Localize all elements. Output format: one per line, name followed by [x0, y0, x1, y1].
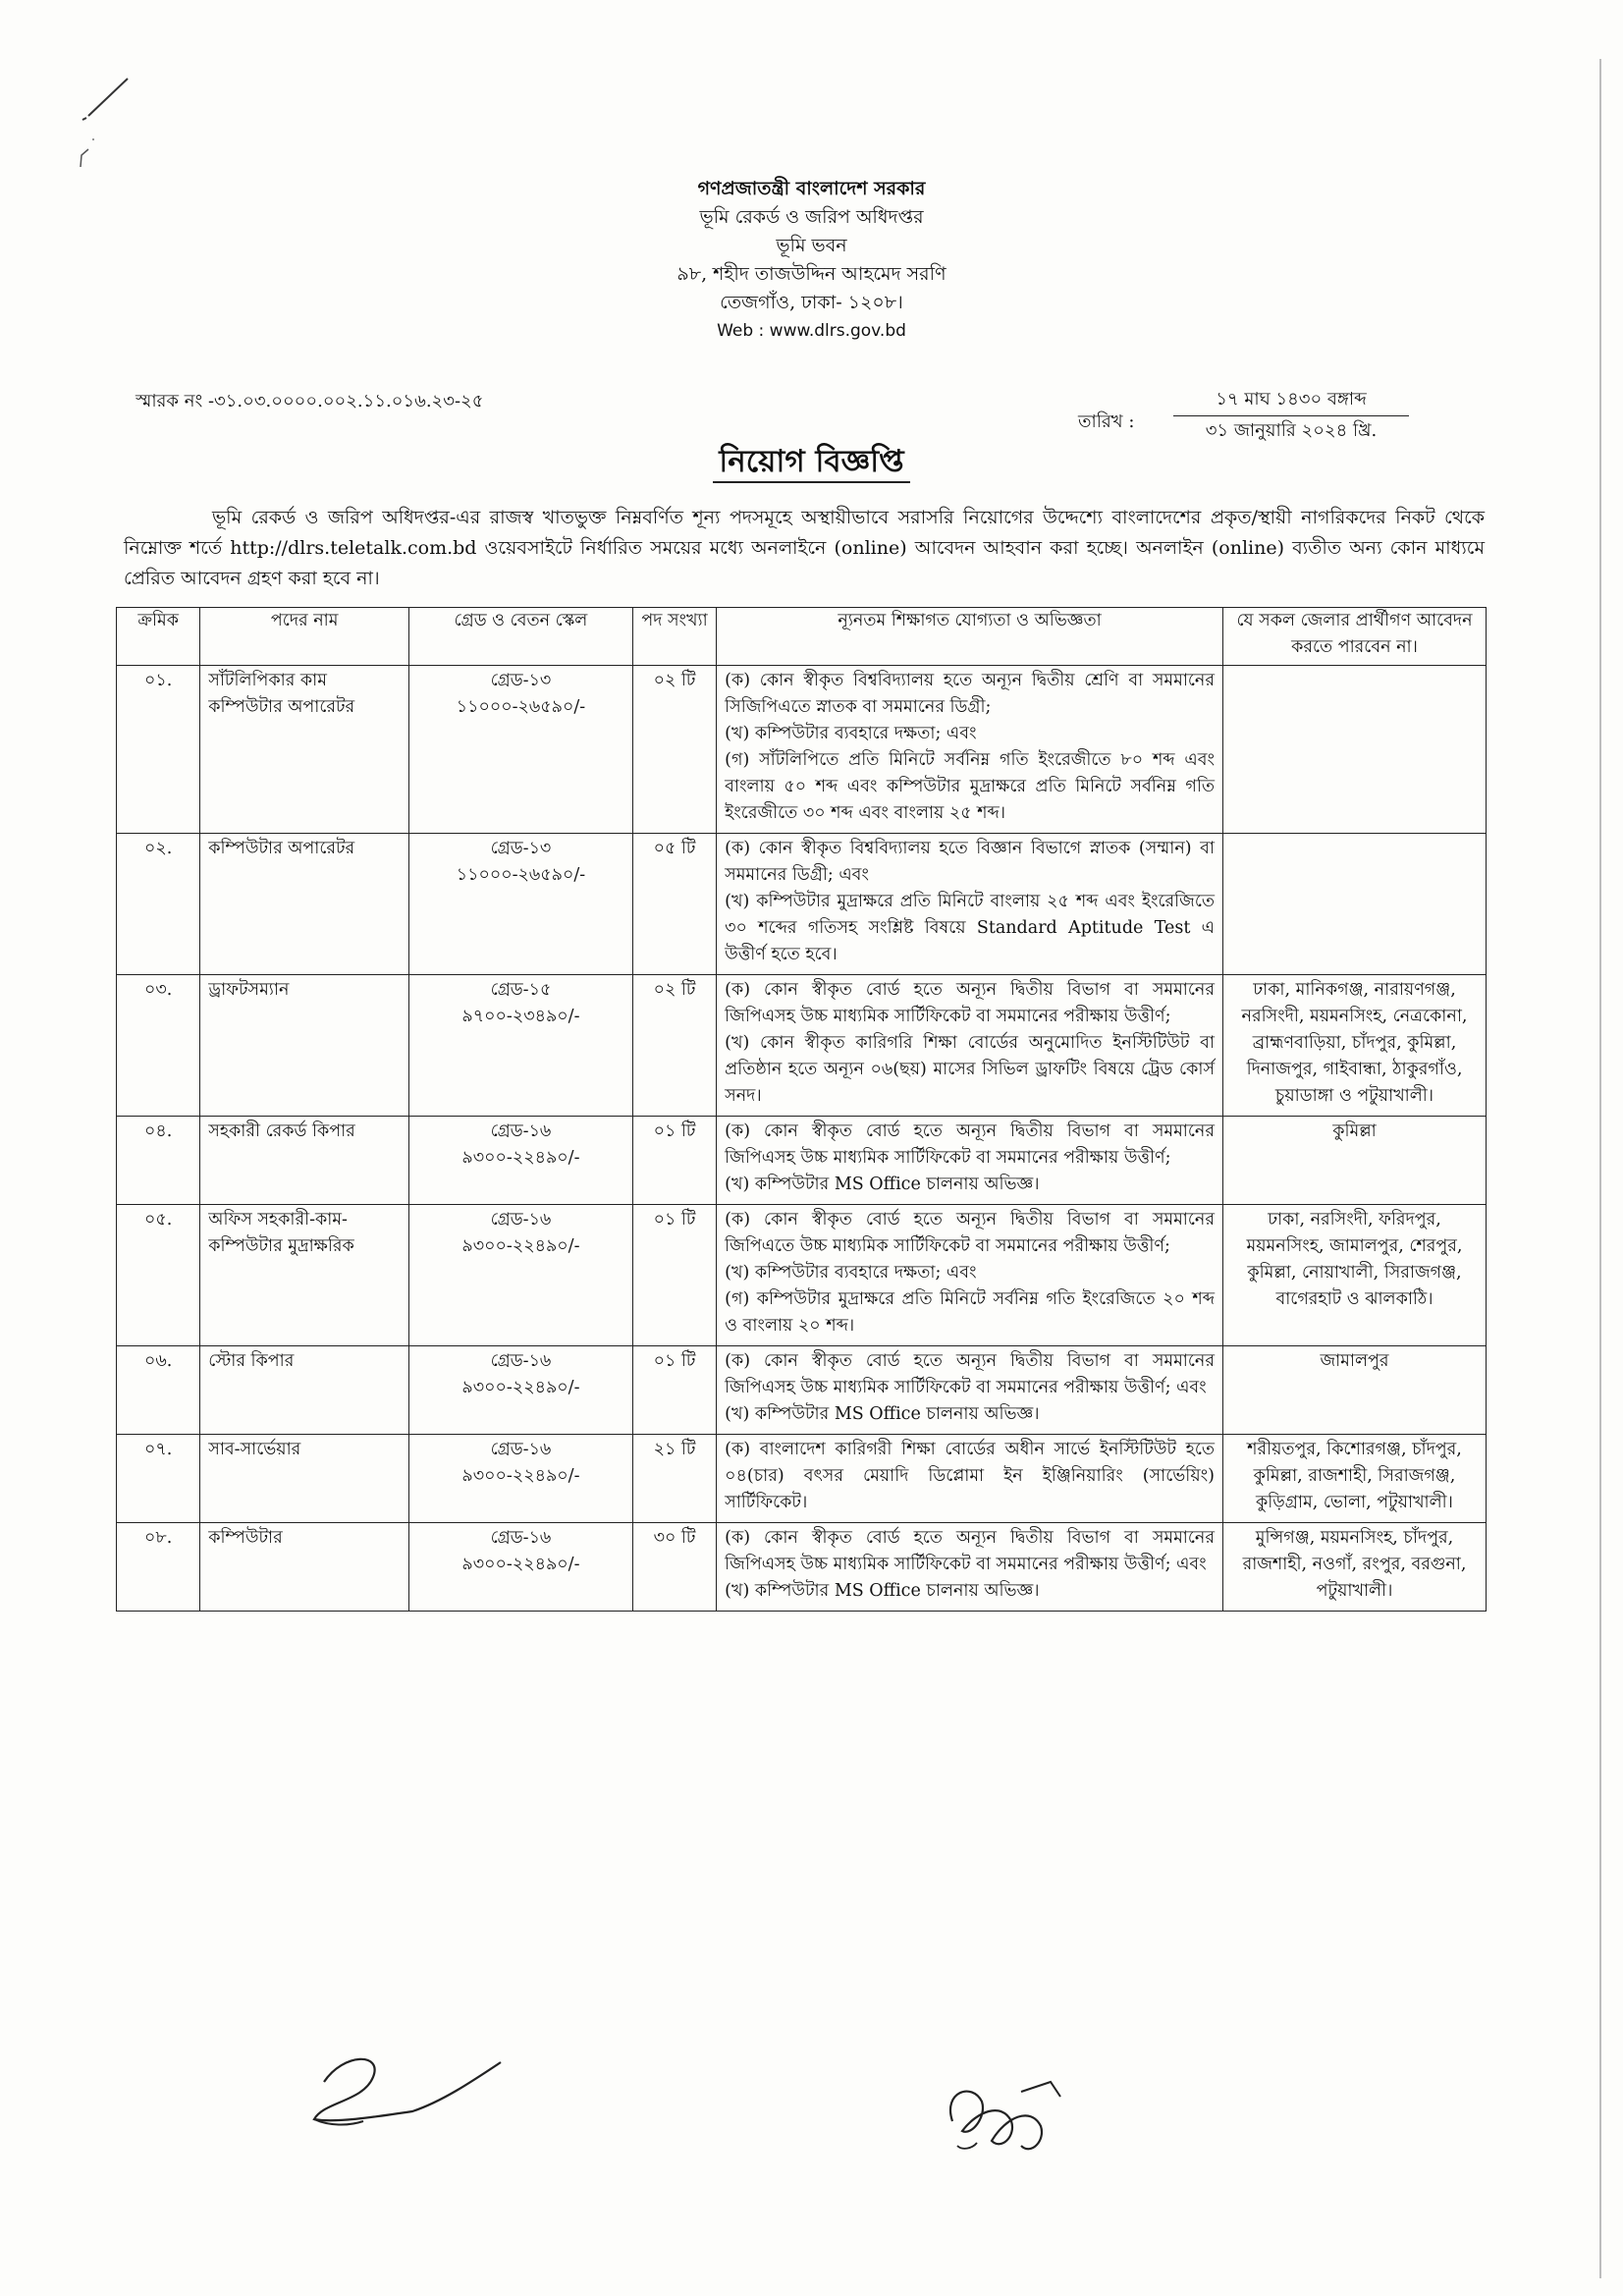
excluded-districts-cell: কুমিল্লা — [1223, 1117, 1487, 1205]
qualification-item: (খ) কম্পিউটার MS Office চালনায় অভিজ্ঞ। — [725, 1404, 1040, 1424]
header-count: পদ সংখ্যা — [632, 608, 716, 666]
qualification-cell — [717, 1346, 1223, 1435]
serial-cell: ০৬. — [117, 1346, 200, 1435]
table-header-row — [117, 608, 1487, 666]
post-name-cell: সাব-সার্ভেয়ার — [200, 1435, 409, 1523]
table-row — [117, 1117, 1487, 1205]
grade-cell — [409, 975, 633, 1117]
grade-cell — [409, 1435, 633, 1523]
post-name-cell: সহকারী রেকর্ড কিপার — [200, 1117, 409, 1205]
pay-scale: ৯৩০০-২২৪৯০/- — [461, 1555, 580, 1574]
grade-label: গ্রেড-১৬ — [490, 1210, 552, 1230]
grade-cell — [409, 834, 633, 975]
qualification-cell — [717, 1117, 1223, 1205]
qualification-item: (ক) কোন স্বীকৃত বিশ্ববিদ্যালয় হতে অন্যূন দ্বিতীয় শ্রেণি বা সমমানের সিজিপিএতে স্নাতক বা সমমানের ডিগ্রী; — [725, 671, 1215, 717]
table-row — [117, 1435, 1487, 1523]
serial-cell: ০৪. — [117, 1117, 200, 1205]
pay-scale: ৯৩০০-২২৪৯০/- — [461, 1466, 580, 1486]
grade-cell — [409, 1205, 633, 1346]
excluded-districts-cell: ঢাকা, নরসিংদী, ফরিদপুর, ময়মনসিংহ, জামালপুর, শেরপুর, কুমিল্লা, নোয়াখালী, সিরাজগঞ্জ, বাগেরহাট ও ঝালকাঠি। — [1223, 1205, 1487, 1346]
header-grade: গ্রেড ও বেতন স্কেল — [409, 608, 633, 666]
post-count-cell: ০১ টি — [632, 1117, 716, 1205]
office-header — [0, 175, 1623, 346]
post-count-cell: ০২ টি — [632, 666, 716, 834]
serial-cell: ০৭. — [117, 1435, 200, 1523]
excluded-districts-cell — [1223, 834, 1487, 975]
qualification-item: (খ) কোন স্বীকৃত কারিগরি শিক্ষা বোর্ডের অনুমোদিত ইনস্টিটিউট বা প্রতিষ্ঠান হতে অন্যূন ০৬(ছয়) মাসের সিভিল ড্রাফটিং বিষয়ে ট্রেড কোর্স সনদ। — [725, 1033, 1215, 1106]
qualification-item: (খ) কম্পিউটার ব্যবহারে দক্ষতা; এবং — [725, 1263, 977, 1283]
pen-mark — [69, 39, 206, 187]
qualification-item: (খ) কম্পিউটার ব্যবহারে দক্ষতা; এবং — [725, 724, 977, 743]
post-name-cell: অফিস সহকারী-কাম-কম্পিউটার মুদ্রাক্ষরিক — [200, 1205, 409, 1346]
qualification-item: (খ) কম্পিউটার মুদ্রাক্ষরে প্রতি মিনিটে বাংলায় ২৫ শব্দ এবং ইংরেজিতে ৩০ শব্দের গতিসহ সংশ্লিষ্ট বিষয়ে Standard Aptitude Test এ উত্তীর্ণ হতে হবে। — [725, 892, 1215, 964]
pay-scale: ১১০০০-২৬৫৯০/- — [456, 697, 586, 717]
grade-label: গ্রেড-১৬ — [490, 1351, 552, 1371]
excluded-districts-cell: শরীয়তপুর, কিশোরগঞ্জ, চাঁদপুর, কুমিল্লা, রাজশাহী, সিরাজগঞ্জ, কুড়িগ্রাম, ভোলা, পটুয়াখালী। — [1223, 1435, 1487, 1523]
qualification-item: (গ) সাঁটলিপিতে প্রতি মিনিটে সর্বনিম্ন গতি ইংরেজীতে ৮০ শব্দ এবং বাংলায় ৫০ শব্দ এবং কম্পিউটার মুদ্রাক্ষরে প্রতি মিনিটে সর্বনিম্ন গতি ইংরেজীতে ৩০ শব্দ এবং বাংলায় ২৫ শব্দ। — [725, 750, 1215, 823]
post-count-cell: ০২ টি — [632, 975, 716, 1117]
grade-label: গ্রেড-১৬ — [490, 1528, 552, 1548]
header-line: ভূমি ভবন — [776, 235, 847, 256]
table-row — [117, 666, 1487, 834]
qualification-item: (ক) কোন স্বীকৃত বোর্ড হতে অন্যূন দ্বিতীয় বিভাগ বা সমমানের জিপিএসহ উচ্চ মাধ্যমিক সার্টিফিকেট বা সমমানের পরীক্ষায় উত্তীর্ণ; — [725, 1121, 1215, 1168]
post-count-cell: ০৫ টি — [632, 834, 716, 975]
table-row — [117, 1523, 1487, 1612]
post-name-cell: কম্পিউটার অপারেটর — [200, 834, 409, 975]
pay-scale: ৯৩০০-২২৪৯০/- — [461, 1148, 580, 1168]
notice-title-wrap — [0, 438, 1623, 489]
header-districts: যে সকল জেলার প্রার্থীগণ আবেদন করতে পারবেন না। — [1223, 608, 1487, 666]
pay-scale: ৯৩০০-২২৪৯০/- — [461, 1378, 580, 1397]
grade-label: গ্রেড-১৩ — [490, 839, 552, 858]
qualification-cell — [717, 1523, 1223, 1612]
qualification-item: (ক) কোন স্বীকৃত বিশ্ববিদ্যালয় হতে বিজ্ঞান বিভাগে স্নাতক (সম্মান) বা সমমানের ডিগ্রী; এবং — [725, 839, 1215, 885]
vacancy-table — [116, 607, 1487, 1612]
signature-right — [933, 2062, 1090, 2170]
serial-cell: ০৫. — [117, 1205, 200, 1346]
qualification-cell — [717, 975, 1223, 1117]
page-edge — [1599, 59, 1601, 2278]
header-post: পদের নাম — [200, 608, 409, 666]
qualification-cell — [717, 1435, 1223, 1523]
date-english: ৩১ জানুয়ারি ২০২৪ খ্রি. — [1205, 420, 1378, 441]
date-block — [1173, 385, 1409, 446]
post-count-cell: ২১ টি — [632, 1435, 716, 1523]
serial-cell: ০৩. — [117, 975, 200, 1117]
grade-cell — [409, 1346, 633, 1435]
pay-scale: ১১০০০-২৬৫৯০/- — [456, 865, 586, 885]
table-row — [117, 1205, 1487, 1346]
header-qualification: ন্যূনতম শিক্ষাগত যোগ্যতা ও অভিজ্ঞতা — [717, 608, 1223, 666]
qualification-item: (ক) কোন স্বীকৃত বোর্ড হতে অন্যূন দ্বিতীয় বিভাগ বা সমমানের জিপিএসহ উচ্চ মাধ্যমিক সার্টিফিকেট বা সমমানের পরীক্ষায় উত্তীর্ণ; — [725, 980, 1215, 1026]
date-bangla: ১৭ মাঘ ১৪৩০ বঙ্গাব্দ — [1173, 385, 1409, 416]
post-name-cell: সাঁটলিপিকার কাম কম্পিউটার অপারেটর — [200, 666, 409, 834]
qualification-item: (খ) কম্পিউটার MS Office চালনায় অভিজ্ঞ। — [725, 1175, 1040, 1194]
qualification-item: (ক) কোন স্বীকৃত বোর্ড হতে অন্যূন দ্বিতীয় বিভাগ বা সমমানের জিপিএসহ উচ্চ মাধ্যমিক সার্টিফিকেট বা সমমানের পরীক্ষায় উত্তীর্ণ; এবং — [725, 1351, 1215, 1397]
post-count-cell: ৩০ টি — [632, 1523, 716, 1612]
grade-cell — [409, 1117, 633, 1205]
post-name-cell: স্টোর কিপার — [200, 1346, 409, 1435]
signature-area — [0, 2033, 1623, 2210]
qualification-item: (ক) কোন স্বীকৃত বোর্ড হতে অন্যূন দ্বিতীয় বিভাগ বা সমমানের জিপিএসহ উচ্চ মাধ্যমিক সার্টিফিকেট বা সমমানের পরীক্ষায় উত্তীর্ণ; এবং — [725, 1528, 1215, 1574]
qualification-item: (খ) কম্পিউটার MS Office চালনায় অভিজ্ঞ। — [725, 1581, 1040, 1601]
qualification-cell — [717, 834, 1223, 975]
header-line: ৯৮, শহীদ তাজউদ্দিন আহমেদ সরণি — [676, 263, 947, 285]
post-name-cell: কম্পিউটার — [200, 1523, 409, 1612]
excluded-districts-cell: ঢাকা, মানিকগঞ্জ, নারায়ণগঞ্জ, নরসিংদী, ময়মনসিংহ, নেত্রকোনা, ব্রাহ্মণবাড়িয়া, চাঁদপুর, কুমিল্লা, দিনাজপুর, গাইবান্ধা, ঠাকুরগাঁও, চুয়াডাঙ্গা ও পটুয়াখালী। — [1223, 975, 1487, 1117]
intro-paragraph: ভূমি রেকর্ড ও জরিপ অধিদপ্তর-এর রাজস্ব খাতভুক্ত নিম্নবর্ণিত শূন্য পদসমূহে অস্থায়ীভাবে সরাসরি নিয়োগের উদ্দেশ্যে বাংলাদেশের প্রকৃত/স্থায়ী নাগরিকদের নিকট থেকে নিম্নোক্ত শর্তে http://dlrs.teletalk.com.bd ওয়েবসাইটে নির্ধারিত সময়ের মধ্যে অনলাইনে (online) আবেদন আহবান করা হচ্ছে। অনলাইন (online) ব্যতীত অন্য কোন মাধ্যমে প্রেরিত আবেদন গ্রহণ করা হবে না। — [124, 507, 1485, 589]
header-line: ভূমি রেকর্ড ও জরিপ অধিদপ্তর — [699, 206, 924, 228]
header-line: গণপ্রজাতন্ত্রী বাংলাদেশ সরকার — [697, 178, 926, 199]
qualification-item: (ক) কোন স্বীকৃত বোর্ড হতে অন্যূন দ্বিতীয় বিভাগ বা সমমানের জিপিএতে উচ্চ মাধ্যমিক সার্টিফিকেট বা সমমানের পরীক্ষায় উত্তীর্ণ; — [725, 1210, 1215, 1256]
post-count-cell: ০১ টি — [632, 1346, 716, 1435]
post-count-cell: ০১ টি — [632, 1205, 716, 1346]
qualification-cell — [717, 1205, 1223, 1346]
table-body — [117, 666, 1487, 1612]
memo-reference: স্মারক নং -৩১.০৩.০০০০.০০২.১১.০১৬.২৩-২৫ — [135, 391, 484, 411]
grade-label: গ্রেড-১৬ — [490, 1121, 552, 1141]
excluded-districts-cell: মুন্সিগঞ্জ, ময়মনসিংহ, চাঁদপুর, রাজশাহী, নওগাঁ, রংপুর, বরগুনা, পটুয়াখালী। — [1223, 1523, 1487, 1612]
table-row — [117, 975, 1487, 1117]
serial-cell: ০২. — [117, 834, 200, 975]
serial-cell: ০৮. — [117, 1523, 200, 1612]
table-row — [117, 1346, 1487, 1435]
qualification-item: (গ) কম্পিউটার মুদ্রাক্ষরে প্রতি মিনিটে সর্বনিম্ন গতি ইংরেজিতে ২০ শব্দ ও বাংলায় ২০ শব্দ। — [725, 1289, 1215, 1336]
header-line: তেজগাঁও, ঢাকা- ১২০৮। — [720, 292, 903, 313]
header-website: Web : www.dlrs.gov.bd — [717, 321, 906, 341]
signature-left — [304, 2033, 520, 2141]
grade-cell — [409, 1523, 633, 1612]
excluded-districts-cell: জামালপুর — [1223, 1346, 1487, 1435]
qualification-cell — [717, 666, 1223, 834]
grade-label: গ্রেড-১৬ — [490, 1440, 552, 1459]
grade-label: গ্রেড-১৩ — [490, 671, 552, 690]
pay-scale: ৯৭০০-২৩৪৯০/- — [461, 1007, 580, 1026]
notice-title: নিয়োগ বিজ্ঞপ্তি — [713, 444, 909, 483]
excluded-districts-cell — [1223, 666, 1487, 834]
serial-cell: ০১. — [117, 666, 200, 834]
grade-label: গ্রেড-১৫ — [490, 980, 552, 1000]
date-label: তারিখ : — [1078, 411, 1135, 432]
pay-scale: ৯৩০০-২২৪৯০/- — [461, 1236, 580, 1256]
header-serial: ক্রমিক — [117, 608, 200, 666]
table-row — [117, 834, 1487, 975]
qualification-item: (ক) বাংলাদেশ কারিগরী শিক্ষা বোর্ডের অধীন সার্ভে ইনস্টিটিউট হতে ০৪(চার) বৎসর মেয়াদি ডিপ্লোমা ইন ইঞ্জিনিয়ারিং (সার্ভেয়িং) সার্টিফিকেট। — [725, 1440, 1215, 1512]
grade-cell — [409, 666, 633, 834]
post-name-cell: ড্রাফটসম্যান — [200, 975, 409, 1117]
